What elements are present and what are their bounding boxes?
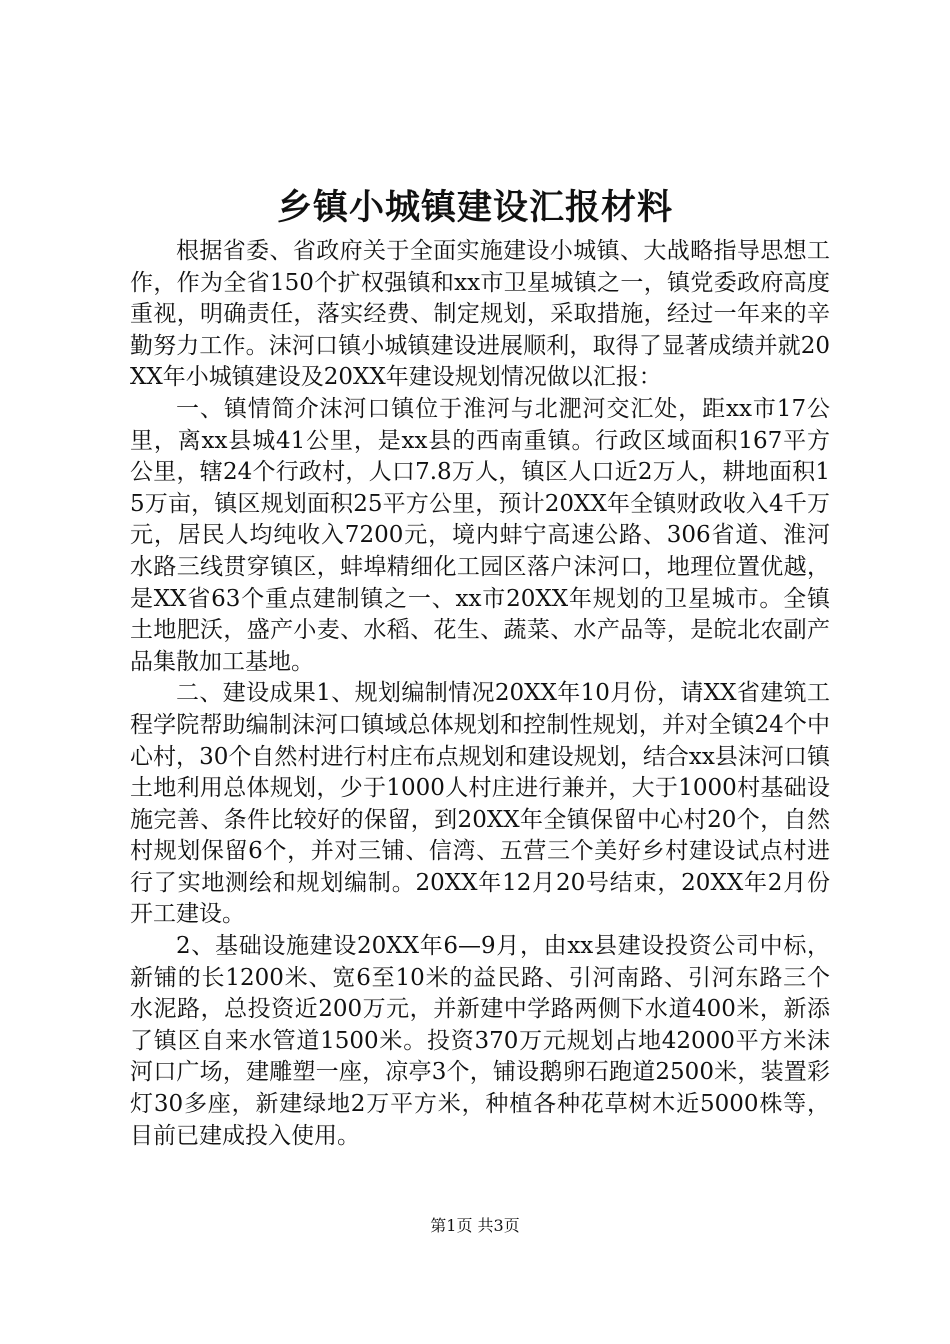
document-body <box>130 236 830 1152</box>
paragraph-planning-results: 二、建设成果1、规划编制情况20XX年10月份，请XX省建筑工程学院帮助编制沫河口镇域总体规划和控制性规划，并对全镇24个中心村，30个自然村进行村庄布点规划和建设规划，结合xx县沫河口镇土地利用总体规划，少于1000人村庄进行兼并，大于1000村基础设施完善、条件比较好的保留，到20XX年全镇保留中心村20个，自然村规划保留6个，并对三铺、信湾、五营三个美好乡村建设试点村进行了实地测绘和规划编制。20XX年12月20号结束，20XX年2月份开工建设。 <box>130 680 830 928</box>
paragraph-intro: 根据省委、省政府关于全面实施建设小城镇、大战略指导思想工作，作为全省150个扩权强镇和xx市卫星城镇之一，镇党委政府高度重视，明确责任，落实经费、制定规划，采取措施，经过一年来的辛勤努力工作。沫河口镇小城镇建设进展顺利，取得了显著成绩并就20XX年小城镇建设及20XX年建设规划情况做以汇报： <box>130 238 830 391</box>
paragraph-infrastructure: 2、基础设施建设20XX年6—9月，由xx县建设投资公司中标，新铺的长1200米、宽6至10米的益民路、引河南路、引河东路三个水泥路，总投资近200万元，并新建中学路两侧下水道400米，新添了镇区自来水管道1500米。投资370万元规划占地42000平方米沫河口广场，建雕塑一座，凉亭3个，铺设鹅卵石跑道2500米，装置彩灯30多座，新建绿地2万平方米，种植各种花草树木近5000株等，目前已建成投入使用。 <box>130 933 830 1149</box>
paragraph-town-overview: 一、镇情简介沫河口镇位于淮河与北淝河交汇处，距xx市17公里，离xx县城41公里，是xx县的西南重镇。行政区域面积167平方公里，辖24个行政村，人口7.8万人，镇区人口近2万人，耕地面积15万亩，镇区规划面积25平方公里，预计20XX年全镇财政收入4千万元，居民人均纯收入7200元，境内蚌宁高速公路、306省道、淮河水路三线贯穿镇区，蚌埠精细化工园区落户沫河口，地理位置优越，是XX省63个重点建制镇之一、xx市20XX年规划的卫星城市。全镇土地肥沃，盛产小麦、水稻、花生、蔬菜、水产品等，是皖北农副产品集散加工基地。 <box>130 395 830 675</box>
page-footer: 第1页 共3页 <box>430 1216 520 1235</box>
document-title: 乡镇小城镇建设汇报材料 <box>276 187 673 228</box>
